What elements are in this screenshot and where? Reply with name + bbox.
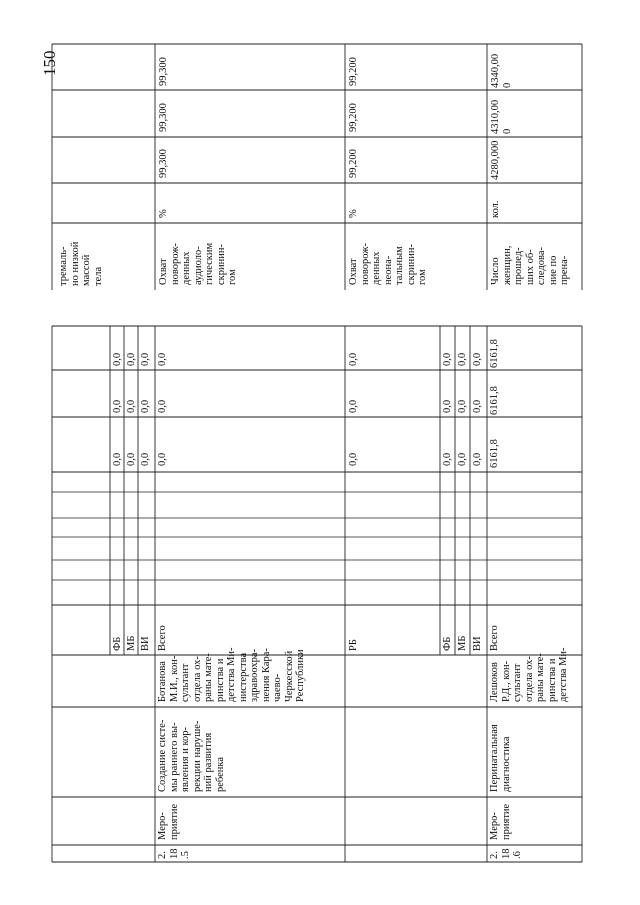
row-2-vi-v3: 0,0 [472, 352, 483, 366]
top-funding-mb-v3: 0,0 [126, 352, 137, 366]
row-1-rb-v3: 0,0 [348, 352, 359, 366]
upper-row-2-value-3: 99,200 [348, 57, 359, 86]
upper-row-2-unit: % [348, 209, 359, 218]
row-2-type: Меро- приятие [489, 803, 512, 840]
row-2-vi-v1: 0,0 [472, 452, 483, 466]
top-funding-fb-v2: 0,0 [112, 399, 123, 413]
top-funding-mb-v2: 0,0 [126, 399, 137, 413]
row-1-name: Создание систе- мы раннего вы- явления и кор- рекции наруше- ний развития ребенка [157, 719, 226, 792]
row-2-name: Перинатальная диагностика [489, 724, 512, 792]
upper-row-1-value-1: 99,300 [158, 149, 169, 178]
row-2-mb-v1: 0,0 [457, 452, 468, 466]
top-funding-mb-v1: 0,0 [126, 452, 137, 466]
row-2-fb-v1: 0,0 [442, 452, 453, 466]
upper-row-1-value-2: 99,300 [158, 103, 169, 132]
row-1-funding-source-total: Всего [157, 625, 168, 651]
row-2-funding-source-mb: МБ [457, 635, 468, 651]
top-funding-source-fb: ФБ [112, 636, 123, 651]
upper-row-2-value-1: 99,200 [348, 149, 359, 178]
row-1-type: Меро- приятие [157, 803, 180, 840]
row-2-mb-v3: 0,0 [457, 352, 468, 366]
row-1-responsible: Ботанова М.И., кон- сультант отдела ох- раны мате- ринства и детства Ми- нистерства здравоохра- нения Кара- чаево- Черкесской Республики [157, 647, 306, 702]
row-2-responsible: Лешоков Р.Д., кон- сультант отдела ох- раны мате- ринства и детства Ми- [489, 647, 569, 702]
upper-row-1-value-3: 99,300 [158, 57, 169, 86]
row-1-total-v3: 0,0 [157, 352, 168, 366]
row-2-funding-source-total: Всего [489, 625, 500, 651]
upper-row-2-indicator: Охват новорож- денных неона- тальным скринин- гом [348, 243, 428, 285]
row-2-mb-v2: 0,0 [457, 399, 468, 413]
row-1-number: 2. 18 .5 [157, 848, 191, 859]
top-funding-vi-v1: 0,0 [140, 452, 151, 466]
row-2-total-v1: 6161,8 [489, 439, 500, 468]
upper-row-3-value-1: 4280,000 [490, 140, 501, 180]
row-2-fb-v3: 0,0 [442, 352, 453, 366]
row-2-vi-v2: 0,0 [472, 399, 483, 413]
row-2-number: 2. 18 .6 [489, 848, 523, 859]
row-2-funding-source-fb: ФБ [442, 636, 453, 651]
upper-row-3-unit: кол. [490, 200, 501, 218]
top-funding-fb-v1: 0,0 [112, 452, 123, 466]
upper-row-3-value-2: 4310,00 0 [490, 99, 513, 134]
row-1-total-v2: 0,0 [157, 399, 168, 413]
upper-row-label: тремаль- но низкой массой тела [58, 241, 104, 286]
row-1-total-v1: 0,0 [157, 452, 168, 466]
row-2-total-v2: 6161,8 [489, 386, 500, 415]
top-funding-source-mb: МБ [126, 635, 137, 651]
upper-row-3-indicator: Число женщин, прошед- ших об- следова- ние по прена- [490, 245, 570, 285]
upper-row-2-value-2: 99,200 [348, 103, 359, 132]
row-2-total-v3: 6161,8 [489, 339, 500, 368]
upper-row-1-indicator: Охват новорож- денных аудиоло- гическим скринин- гом [158, 242, 238, 285]
upper-row-3-value-3: 4340,00 0 [490, 53, 513, 88]
top-funding-vi-v2: 0,0 [140, 399, 151, 413]
upper-row-1-unit: % [158, 209, 169, 218]
row-1-funding-source-rb: РБ [348, 639, 359, 651]
row-1-rb-v1: 0,0 [348, 452, 359, 466]
top-funding-vi-v3: 0,0 [140, 352, 151, 366]
top-funding-source-vi: ВИ [140, 636, 151, 651]
row-2-funding-source-vi: ВИ [472, 636, 483, 651]
row-1-rb-v2: 0,0 [348, 399, 359, 413]
top-funding-fb-v3: 0,0 [112, 352, 123, 366]
page-number: 150 [40, 50, 59, 76]
row-2-fb-v2: 0,0 [442, 399, 453, 413]
